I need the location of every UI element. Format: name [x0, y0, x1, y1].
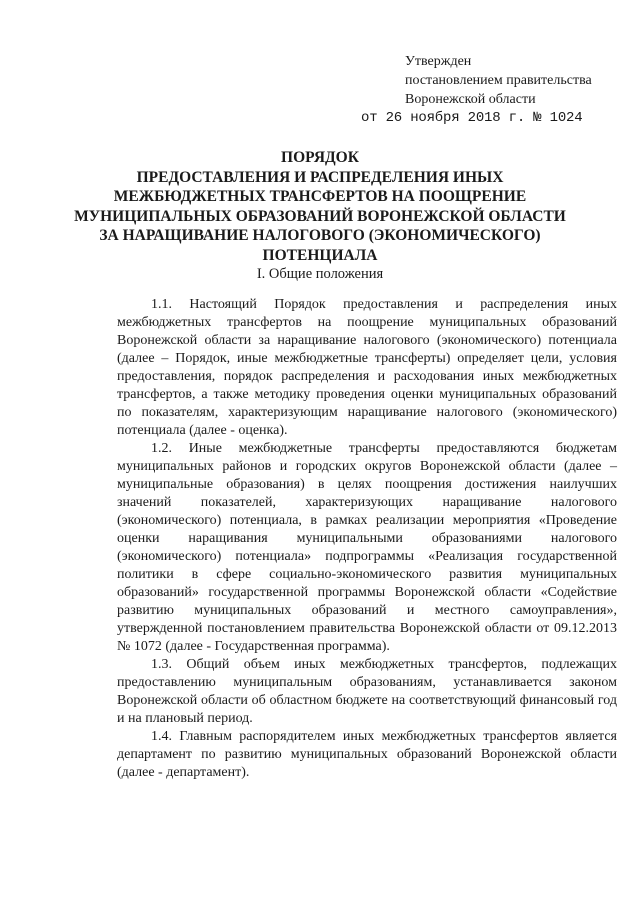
approval-line-approved: Утвержден	[405, 54, 472, 69]
paragraph-1-3: 1.3. Общий объем иных межбюджетных трансфертов, подлежащих предоставлению муниципальным образованиям, устанавливается законом Воронежской области об областном бюджете на соответствующий финансовый год и на плановый период.	[117, 657, 617, 726]
title-line: ПРЕДОСТАВЛЕНИЯ И РАСПРЕДЕЛЕНИЯ ИНЫХ	[136, 168, 504, 186]
title-line: ПОРЯДОК	[281, 149, 359, 166]
approval-line-region: Воронежской области	[405, 92, 536, 107]
title-line: МЕЖБЮДЖЕТНЫХ ТРАНСФЕРТОВ НА ПООЩРЕНИЕ	[113, 188, 527, 205]
paragraph-1-4: 1.4. Главным распорядителем иных межбюджетных трансфертов является департамент по развитию муниципальных образований Воронежской области (далее - департамент).	[117, 729, 617, 780]
title-line: ПОТЕНЦИАЛА	[262, 246, 378, 264]
document-body	[117, 296, 617, 782]
approval-date-number: от 26 ноября 2018 г. № 1024	[361, 110, 583, 126]
approval-line-resolution: постановлением правительства	[405, 73, 592, 88]
paragraph-1-1: 1.1. Настоящий Порядок предоставления и распределения иных межбюджетных трансфертов на поощрение муниципальных образований Воронежской области за наращивание налогового (экономического) потенциала (далее – Порядок, иные межбюджетные трансферты) определяет цели, условия предоставления, порядок распределения и расходования иных межбюджетных трансфертов, а также методику проведения оценки муниципальных образований по показателям, характеризующим наращивание налогового (экономического) потенциала (далее - оценка).	[117, 297, 617, 438]
section-heading: I. Общие положения	[256, 266, 384, 282]
title-line: ЗА НАРАЩИВАНИЕ НАЛОГОВОГО (ЭКОНОМИЧЕСКОГО)	[99, 227, 541, 244]
document-title	[70, 148, 570, 265]
approval-block	[361, 52, 623, 128]
title-line: МУНИЦИПАЛЬНЫХ ОБРАЗОВАНИЙ ВОРОНЕЖСКОЙ ОБЛАСТИ	[74, 207, 566, 225]
paragraph-1-2: 1.2. Иные межбюджетные трансферты предоставляются бюджетам муниципальных районов и городских округов Воронежской области (далее – муниципальные образования) в целях поощрения достижения наилучших значений показателей, характеризующих наращивание налогового (экономического) потенциала, в рамках реализации мероприятия «Проведение оценки наращивания муниципальными образованиями налогового (экономического) потенциала» подпрограммы «Реализация государственной политики в сфере социально-экономического развития муниципальных образований» государственной программы Воронежской области «Содействие развитию муниципальных образований и местного самоуправления», утвержденной постановлением правительства Воронежской области от 09.12.2013 № 1072 (далее - Государственная программа).	[117, 441, 617, 654]
